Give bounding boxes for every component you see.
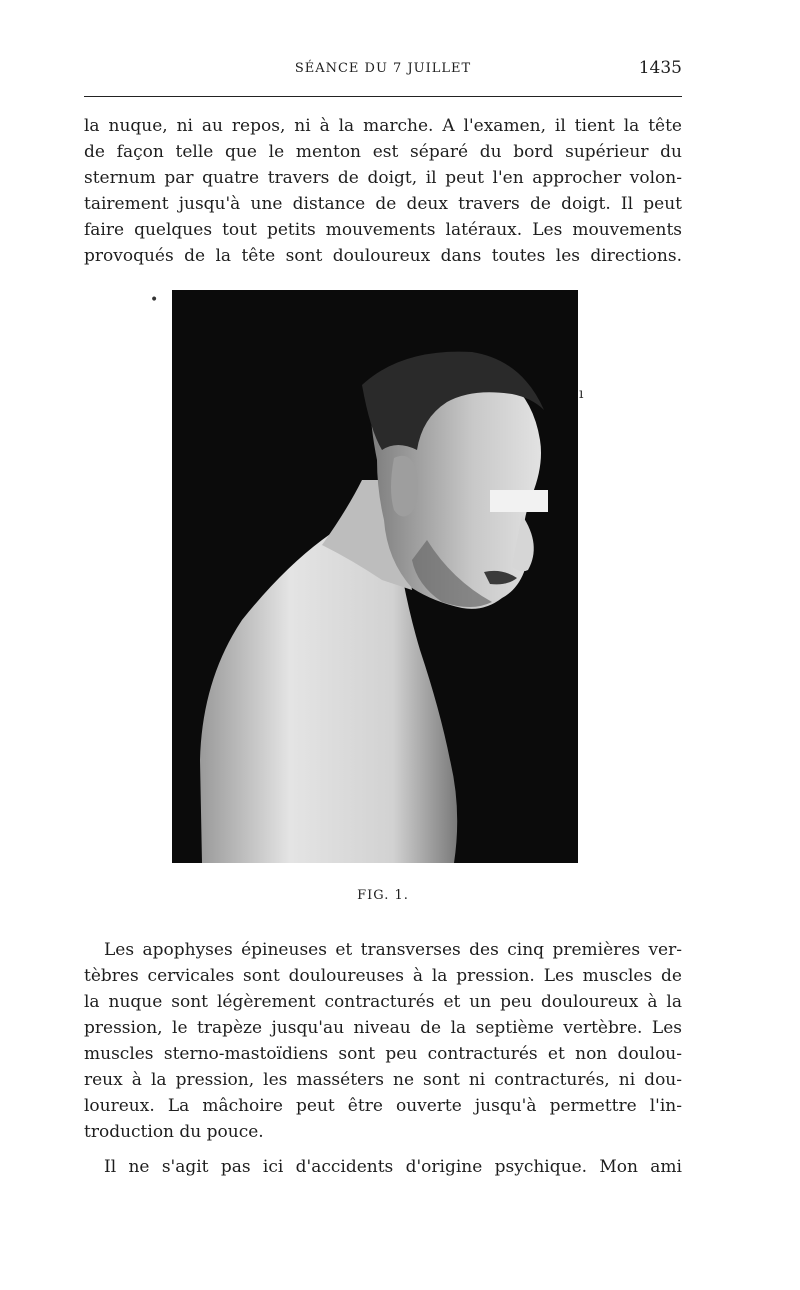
- paragraph-2: [84, 937, 682, 1145]
- running-header: [84, 58, 682, 82]
- text-line: Les apophyses épineuses et transverses des cinq premières ver-: [104, 940, 682, 960]
- print-speck: ı: [579, 386, 584, 402]
- text-line: tèbres cervicales sont douloureuses à la pression. Les muscles de: [84, 966, 682, 986]
- text-line: provoqués de la tête sont douloureux dans toutes les directions.: [84, 246, 682, 266]
- text-line: Il ne s'agit pas ici d'accidents d'origine psychique. Mon ami: [104, 1157, 682, 1177]
- figure-caption: FIG. 1.: [357, 888, 409, 903]
- text-line: la nuque sont légèrement contracturés et un peu douloureux à la: [84, 992, 682, 1012]
- text-line: la nuque, ni au repos, ni à la marche. A l'examen, il tient la tête: [84, 116, 682, 136]
- text-line: faire quelques tout petits mouvements latéraux. Les mouvements: [84, 220, 682, 240]
- text-line: loureux. La mâchoire peut être ouverte jusqu'à permettre l'in-: [84, 1096, 682, 1116]
- text-line: troduction du pouce.: [84, 1122, 264, 1142]
- text-line: de façon telle que le menton est séparé du bord supérieur du: [84, 142, 682, 162]
- text-line: reux à la pression, les masséters ne sont ni contracturés, ni dou-: [84, 1070, 682, 1090]
- print-speck: •: [150, 292, 159, 308]
- text-line: muscles sterno-mastoïdiens sont peu contracturés et non doulou-: [84, 1044, 682, 1064]
- page-number: 1435: [638, 58, 682, 78]
- text-line: pression, le trapèze jusqu'au niveau de la septième vertèbre. Les: [84, 1018, 682, 1038]
- profile-portrait-illustration: [172, 290, 578, 863]
- text-line: tairement jusqu'à une distance de deux travers de doigt. Il peut: [84, 194, 682, 214]
- figure-photograph: [172, 290, 578, 863]
- text-line: sternum par quatre travers de doigt, il peut l'en approcher volon-: [84, 168, 682, 188]
- paragraph-1: [84, 113, 682, 269]
- header-rule: [84, 96, 682, 97]
- paragraph-3: [84, 1154, 682, 1180]
- running-title: SÉANCE DU 7 JUILLET: [294, 61, 472, 76]
